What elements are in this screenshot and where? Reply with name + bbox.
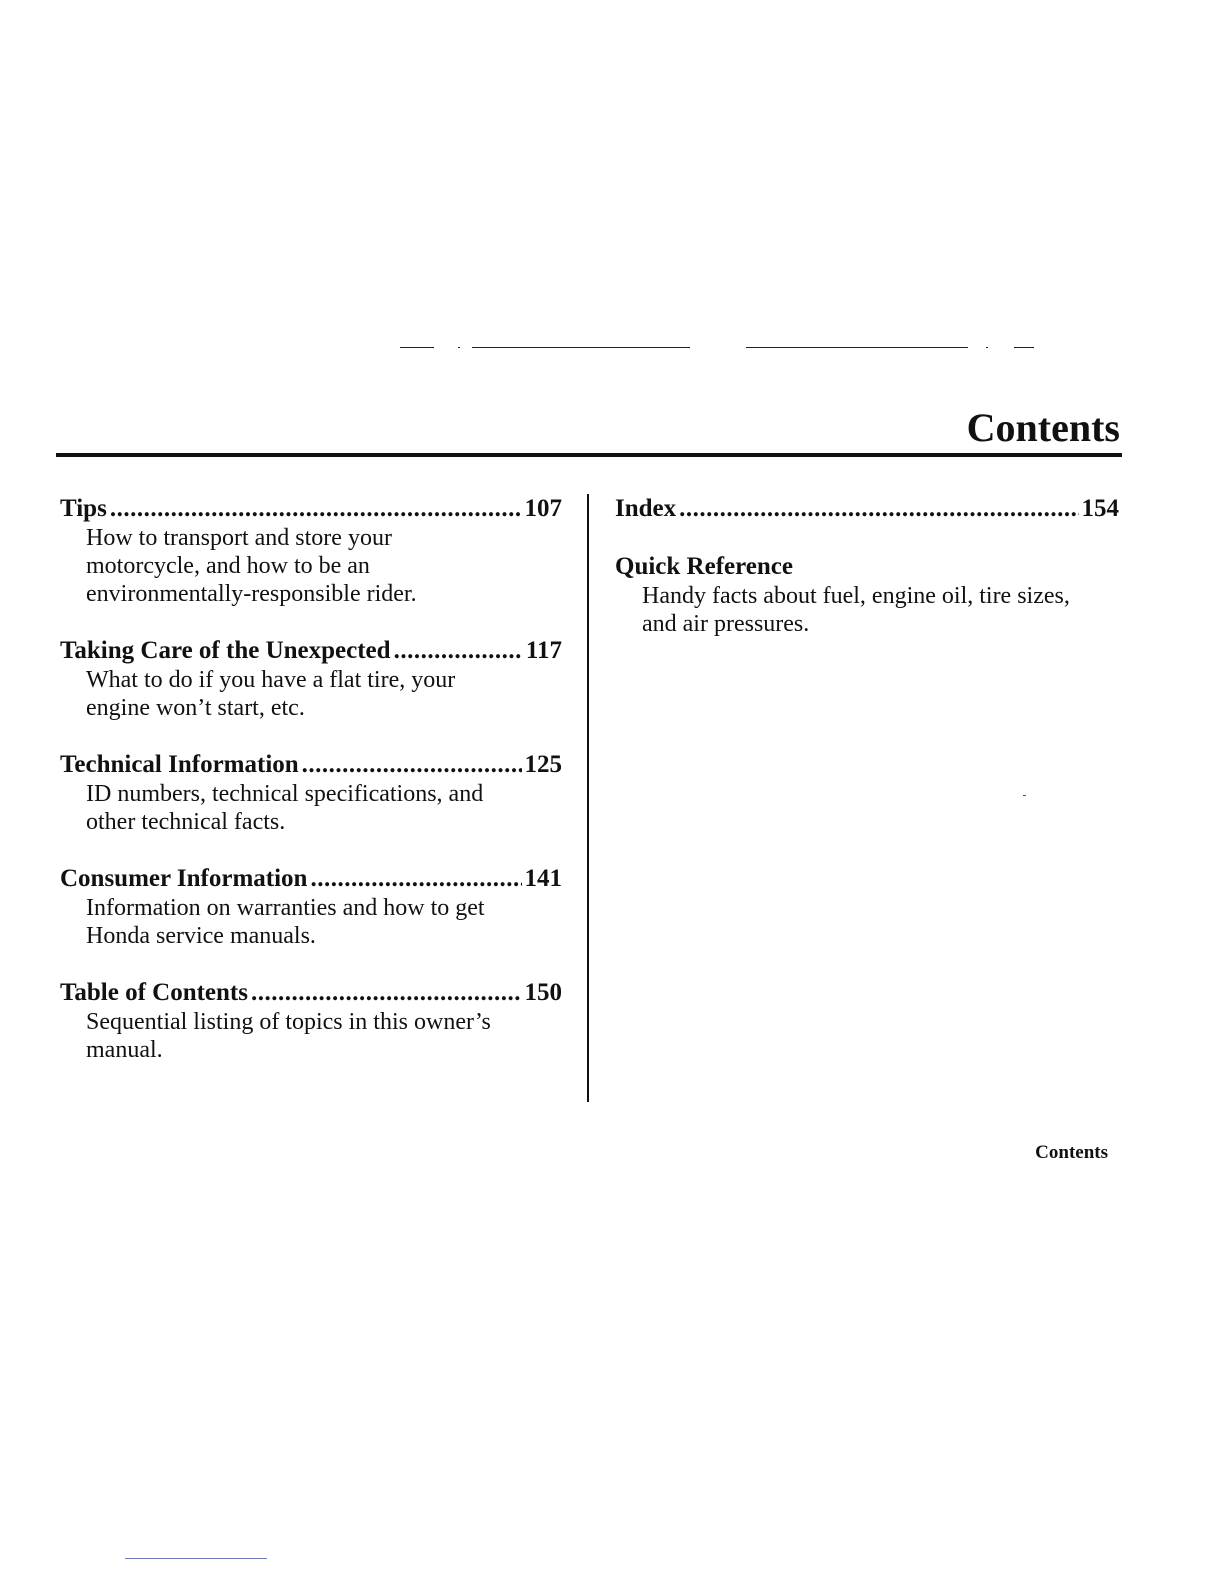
page-title: Contents bbox=[966, 405, 1120, 450]
toc-entry-consumer-information[interactable] bbox=[60, 864, 562, 950]
dot-leader bbox=[679, 494, 1078, 524]
dot-leader bbox=[310, 864, 521, 894]
description-line: other technical facts. bbox=[86, 809, 286, 835]
toc-entry-title: Tips bbox=[60, 495, 107, 522]
dot-leader bbox=[394, 636, 523, 666]
description-line: Honda service manuals. bbox=[86, 923, 316, 949]
description-line: Sequential listing of topics in this owner’s bbox=[86, 1009, 491, 1035]
column-divider bbox=[587, 494, 589, 1102]
toc-entry-description bbox=[60, 894, 562, 950]
toc-entry-heading bbox=[60, 978, 562, 1008]
toc-entry-table-of-contents[interactable] bbox=[60, 978, 562, 1064]
toc-entry-title: Taking Care of the Unexpected bbox=[60, 637, 391, 664]
toc-page-number: 125 bbox=[524, 751, 562, 778]
toc-page-number: 117 bbox=[525, 637, 562, 664]
toc-page-number: 150 bbox=[524, 979, 562, 1006]
dot-leader bbox=[302, 750, 522, 780]
description-line: Handy facts about fuel, engine oil, tire sizes, bbox=[642, 583, 1070, 609]
footer-section-label: Contents bbox=[1035, 1142, 1108, 1163]
description-line: ID numbers, technical specifications, and bbox=[86, 781, 484, 807]
toc-page-number: 141 bbox=[524, 865, 562, 892]
toc-entry-heading bbox=[615, 494, 1119, 524]
toc-entry-description bbox=[60, 1008, 562, 1064]
toc-entry-technical-information[interactable] bbox=[60, 750, 562, 836]
toc-entry-taking-care[interactable] bbox=[60, 636, 562, 722]
title-rule bbox=[56, 453, 1122, 457]
toc-entry-title: Consumer Information bbox=[60, 865, 308, 892]
toc-entry-title: Table of Contents bbox=[60, 979, 248, 1006]
toc-right-column bbox=[615, 494, 1119, 666]
dot-leader bbox=[110, 494, 522, 524]
toc-page-number: 107 bbox=[524, 495, 562, 522]
toc-entry-description bbox=[615, 582, 1119, 638]
toc-entry-heading bbox=[60, 864, 562, 894]
toc-left-column bbox=[60, 494, 562, 1092]
toc-entry-quick-reference[interactable] bbox=[615, 552, 1119, 638]
description-line: and air pressures. bbox=[642, 611, 810, 637]
toc-entry-index[interactable] bbox=[615, 494, 1119, 524]
toc-entry-description bbox=[60, 524, 562, 608]
toc-entry-heading bbox=[60, 636, 562, 666]
description-line: engine won’t start, etc. bbox=[86, 695, 305, 721]
toc-page-number: 154 bbox=[1081, 495, 1119, 522]
description-line: motorcycle, and how to be an bbox=[86, 553, 370, 579]
dot-leader bbox=[251, 978, 522, 1008]
description-line: environmentally-responsible rider. bbox=[86, 581, 417, 607]
scan-speck bbox=[1023, 795, 1026, 796]
scan-artifact-dashes bbox=[370, 344, 1050, 350]
toc-entry-title: Technical Information bbox=[60, 751, 299, 778]
description-line: What to do if you have a flat tire, your bbox=[86, 667, 456, 693]
toc-entry-heading bbox=[615, 552, 1119, 582]
toc-entry-heading bbox=[60, 494, 562, 524]
scan-artifact-line bbox=[125, 1558, 267, 1559]
toc-entry-heading bbox=[60, 750, 562, 780]
toc-entry-description bbox=[60, 780, 562, 836]
description-line: How to transport and store your bbox=[86, 525, 392, 551]
toc-entry-description bbox=[60, 666, 562, 722]
description-line: Information on warranties and how to get bbox=[86, 895, 485, 921]
toc-entry-title: Index bbox=[615, 495, 677, 522]
description-line: manual. bbox=[86, 1037, 163, 1063]
toc-entry-title: Quick Reference bbox=[615, 553, 793, 580]
toc-entry-tips[interactable] bbox=[60, 494, 562, 608]
